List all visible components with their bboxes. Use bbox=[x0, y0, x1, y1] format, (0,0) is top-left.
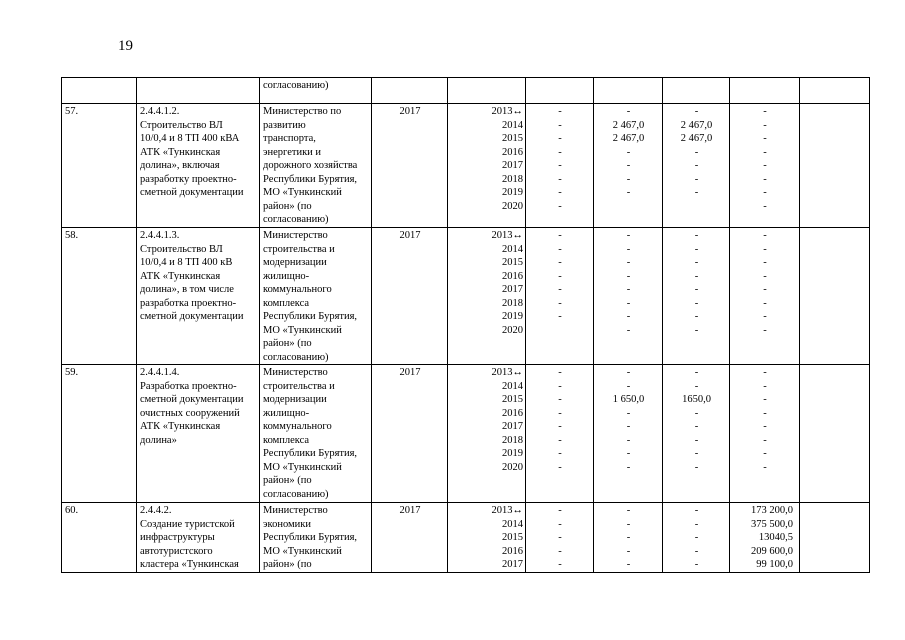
activity-cell-line: АТК «Тункинская bbox=[140, 270, 221, 282]
activity-cell-line: сметной документации bbox=[140, 311, 244, 322]
program-table bbox=[61, 77, 870, 573]
value-cell-1-line: - bbox=[558, 448, 562, 459]
years-cell-line: 2019 bbox=[502, 448, 523, 459]
executor-cell-line: дорожного хозяйства bbox=[263, 160, 358, 171]
executor-cell bbox=[260, 365, 372, 503]
value-cell-1-line: - bbox=[558, 545, 562, 557]
activity-cell-line: инфраструктуры bbox=[140, 532, 215, 543]
value-cell-4-line: - bbox=[763, 284, 767, 295]
executor-cell bbox=[260, 503, 372, 573]
activity-cell bbox=[137, 365, 260, 503]
value-cell-1 bbox=[526, 503, 594, 573]
activity-cell-line: 10/0,4 и 8 ТП 400 кВ bbox=[140, 257, 233, 268]
executor-cell-line: комплекса bbox=[263, 434, 310, 446]
empty-cell bbox=[800, 104, 870, 228]
executor-cell-line: коммунального bbox=[263, 284, 332, 295]
value-cell-1-line: - bbox=[558, 133, 562, 144]
value-cell-4-line: - bbox=[763, 297, 767, 309]
value-cell-4-line: - bbox=[763, 187, 767, 198]
value-cell-4-line: - bbox=[763, 324, 767, 336]
value-cell-4-line: - bbox=[763, 434, 767, 446]
executor-cell-line: Министерство bbox=[263, 230, 328, 241]
value-cell-2 bbox=[594, 104, 663, 228]
years-cell-line: 2013↔ bbox=[491, 505, 523, 516]
value-cell-4 bbox=[730, 228, 800, 365]
value-cell-2-line: - bbox=[626, 505, 631, 516]
page-number: 19 bbox=[118, 38, 133, 54]
executor-cell bbox=[260, 104, 372, 228]
value-cell-4-line: 375 500,0 bbox=[751, 518, 793, 530]
value-cell-3-line bbox=[666, 200, 727, 214]
value-cell-4 bbox=[730, 365, 800, 503]
executor-cell-line: МО «Тункинский bbox=[263, 545, 342, 557]
value-cell-4-line: - bbox=[763, 119, 767, 131]
value-cell-2-line: - bbox=[626, 311, 631, 322]
row-number: 57. bbox=[62, 104, 137, 228]
years-cell-line: 2016 bbox=[502, 407, 523, 419]
years-cell-line: 2018 bbox=[502, 434, 523, 446]
executor-cell-line: Республики Бурятия, bbox=[263, 311, 358, 322]
value-cell-1-line: - bbox=[558, 146, 562, 158]
value-cell-1-line: - bbox=[558, 187, 562, 198]
value-cell-2-line: - bbox=[626, 407, 631, 419]
value-cell-1-line: - bbox=[558, 407, 562, 419]
value-cell-3 bbox=[663, 228, 730, 365]
empty-cell bbox=[800, 503, 870, 573]
years-cell-line: 2016 bbox=[502, 270, 523, 282]
value-cell-1-line: - bbox=[558, 297, 562, 309]
value-cell-1-line: - bbox=[558, 257, 562, 268]
value-cell-4-line: - bbox=[763, 173, 767, 185]
activity-cell-line: долина», в том числе bbox=[140, 284, 234, 295]
activity-cell-line: долина», включая bbox=[140, 160, 220, 171]
value-cell-3-line: - bbox=[694, 448, 699, 459]
row-number: 60. bbox=[62, 503, 137, 573]
executor-cell-line: модернизации bbox=[263, 257, 327, 268]
value-cell-4 bbox=[730, 503, 800, 573]
value-cell-3-line: - bbox=[694, 243, 699, 255]
executor-cell-line: МО «Тункинский bbox=[263, 461, 342, 473]
value-cell-1-line: - bbox=[558, 200, 562, 212]
activity-cell-line: 2.4.4.2. bbox=[140, 505, 172, 516]
years-cell-line: 2019 bbox=[502, 311, 523, 322]
years-cell-line: 2015 bbox=[502, 133, 523, 144]
years-cell-line: 2019 bbox=[502, 187, 523, 198]
table-row bbox=[62, 78, 870, 104]
empty-cell bbox=[800, 78, 870, 104]
value-cell-3-line: - bbox=[694, 367, 699, 378]
value-cell-1 bbox=[526, 228, 594, 365]
activity-cell-line: Строительство ВЛ bbox=[140, 119, 223, 131]
activity-cell-line: долина» bbox=[140, 434, 177, 446]
activity-cell-line: кластера «Тункинская bbox=[140, 559, 239, 570]
value-cell-1-line: - bbox=[558, 380, 562, 392]
value-cell-4-line: - bbox=[763, 380, 767, 392]
executor-cell-line: Республики Бурятия, bbox=[263, 448, 358, 459]
years-cell-line: 2014 bbox=[502, 518, 523, 530]
value-cell-3-line: 2 467,0 bbox=[680, 119, 713, 131]
value-cell-2-line bbox=[597, 200, 660, 214]
value-cell-3-line: - bbox=[694, 505, 699, 516]
years-cell-line: 2015 bbox=[502, 532, 523, 543]
value-cell-1 bbox=[526, 78, 594, 104]
value-cell-2 bbox=[594, 365, 663, 503]
years-cell-line: 2018 bbox=[502, 173, 523, 185]
value-cell-2-line: - bbox=[626, 421, 631, 432]
activity-cell-line: 10/0,4 и 8 ТП 400 кВА bbox=[140, 133, 240, 144]
value-cell-2-line: - bbox=[626, 532, 631, 543]
value-cell-3-line: - bbox=[694, 106, 699, 117]
table-row bbox=[62, 503, 870, 573]
value-cell-3 bbox=[663, 78, 730, 104]
value-cell-2-line: - bbox=[626, 380, 631, 392]
activity-cell-line: Строительство ВЛ bbox=[140, 243, 223, 255]
years-cell-line: 2017 bbox=[502, 284, 523, 295]
activity-cell-line: Разработка проектно- bbox=[140, 380, 237, 392]
executor-cell-line: экономики bbox=[263, 518, 311, 530]
years-cell bbox=[448, 365, 526, 503]
value-cell-4-line: - bbox=[763, 367, 767, 378]
row-number: 59. bbox=[62, 365, 137, 503]
executor-cell-line: развитию bbox=[263, 119, 306, 131]
executor-cell-line: согласованию) bbox=[263, 214, 329, 225]
value-cell-1-line bbox=[529, 324, 591, 338]
value-cell-2-line: - bbox=[626, 461, 631, 473]
value-cell-1 bbox=[526, 365, 594, 503]
value-cell-4-line: - bbox=[763, 200, 767, 212]
years-cell-line: 2013↔ bbox=[491, 106, 523, 117]
value-cell-2 bbox=[594, 78, 663, 104]
years-cell-line: 2020 bbox=[502, 461, 523, 473]
deadline-year: 2017 bbox=[372, 503, 448, 573]
years-cell-line: 2020 bbox=[502, 324, 523, 336]
years-cell-line: 2014 bbox=[502, 380, 523, 392]
years-cell bbox=[448, 228, 526, 365]
value-cell-2-line: - bbox=[626, 448, 631, 459]
value-cell-3-line: - bbox=[694, 257, 699, 268]
value-cell-1-line: - bbox=[558, 106, 562, 117]
executor-cell-line: модернизации bbox=[263, 394, 327, 405]
activity-cell bbox=[137, 104, 260, 228]
value-cell-3-line: - bbox=[694, 311, 699, 322]
value-cell-1-line: - bbox=[558, 311, 562, 322]
executor-cell-line: согласованию) bbox=[263, 488, 329, 500]
years-cell bbox=[448, 104, 526, 228]
empty-cell bbox=[800, 228, 870, 365]
value-cell-2-line: 2 467,0 bbox=[612, 119, 645, 131]
years-cell bbox=[448, 503, 526, 573]
executor-cell-line: район» (по bbox=[263, 559, 312, 570]
value-cell-3 bbox=[663, 503, 730, 573]
executor-cell-line: Министерство bbox=[263, 367, 328, 378]
value-cell-3 bbox=[663, 365, 730, 503]
value-cell-2-line: - bbox=[626, 173, 631, 185]
value-cell-2 bbox=[594, 228, 663, 365]
value-cell-4-line: - bbox=[763, 230, 767, 241]
value-cell-4-line: 173 200,0 bbox=[751, 505, 793, 516]
activity-cell-line: разработку проектно- bbox=[140, 173, 237, 185]
years-cell-line: 2015 bbox=[502, 394, 523, 405]
table-row bbox=[62, 228, 870, 365]
executor-cell-line: строительства и bbox=[263, 380, 335, 392]
activity-cell-line: автотуристского bbox=[140, 545, 213, 557]
years-cell-line: 2014 bbox=[502, 243, 523, 255]
activity-cell-line: 2.4.4.1.3. bbox=[140, 230, 180, 241]
value-cell-4-line: - bbox=[763, 407, 767, 419]
value-cell-2-line: - bbox=[626, 187, 631, 198]
years-cell-line: 2013↔ bbox=[491, 230, 523, 241]
value-cell-2-line: - bbox=[626, 284, 631, 295]
value-cell-2-line: - bbox=[626, 559, 631, 570]
activity-cell-line: Создание туристской bbox=[140, 518, 235, 530]
value-cell-3-line: 1650,0 bbox=[682, 394, 711, 405]
value-cell-2 bbox=[594, 503, 663, 573]
executor-cell-line: транспорта, bbox=[263, 133, 316, 144]
row-number bbox=[62, 78, 137, 104]
value-cell-2-line: - bbox=[626, 518, 631, 530]
empty-cell bbox=[800, 365, 870, 503]
activity-cell-line: 2.4.4.1.4. bbox=[140, 367, 180, 378]
executor-cell-line: энергетики и bbox=[263, 146, 322, 158]
executor-cell-line: Республики Бурятия, bbox=[263, 532, 358, 543]
row-number: 58. bbox=[62, 228, 137, 365]
value-cell-4-line: - bbox=[763, 394, 767, 405]
value-cell-2-line: - bbox=[626, 160, 631, 171]
executor-cell-line: коммунального bbox=[263, 421, 332, 432]
deadline-year: 2017 bbox=[372, 104, 448, 228]
value-cell-2-line: 2 467,0 bbox=[612, 133, 645, 144]
years-cell bbox=[448, 78, 526, 104]
activity-cell-line: сметной документации bbox=[140, 187, 244, 198]
years-cell-line: 2020 bbox=[502, 200, 523, 212]
value-cell-2-line: - bbox=[626, 270, 631, 282]
value-cell-1-line: - bbox=[558, 461, 562, 473]
value-cell-1-line: - bbox=[558, 394, 562, 405]
value-cell-2-line: - bbox=[626, 297, 631, 309]
value-cell-2-line: - bbox=[626, 257, 631, 268]
value-cell-4-line: - bbox=[763, 257, 767, 268]
value-cell-4 bbox=[730, 104, 800, 228]
activity-cell-line: очистных сооружений bbox=[140, 407, 240, 419]
value-cell-2-line: - bbox=[626, 324, 631, 336]
executor-cell-line: Республики Бурятия, bbox=[263, 173, 358, 185]
activity-cell-line: разработка проектно- bbox=[140, 297, 237, 309]
value-cell-1-line: - bbox=[558, 173, 562, 185]
activity-cell bbox=[137, 228, 260, 365]
value-cell-4-line: - bbox=[763, 133, 767, 144]
value-cell-1-line: - bbox=[558, 559, 562, 570]
value-cell-4 bbox=[730, 78, 800, 104]
value-cell-3-line: - bbox=[694, 380, 699, 392]
value-cell-3-line: - bbox=[694, 545, 699, 557]
executor-cell-line: Министерство по bbox=[263, 106, 342, 117]
value-cell-3-line: - bbox=[694, 173, 699, 185]
value-cell-3-line: - bbox=[694, 270, 699, 282]
value-cell-3-line: - bbox=[694, 230, 699, 241]
value-cell-3-line: - bbox=[694, 407, 699, 419]
value-cell-3-line: - bbox=[694, 284, 699, 295]
years-cell-line: 2015 bbox=[502, 257, 523, 268]
activity-cell-line: сметной документации bbox=[140, 394, 244, 405]
value-cell-4-line: - bbox=[763, 243, 767, 255]
years-cell-line: 2017 bbox=[502, 160, 523, 171]
value-cell-3-line: - bbox=[694, 146, 699, 158]
executor-cell-line: МО «Тункинский bbox=[263, 187, 342, 198]
value-cell-3-line: 2 467,0 bbox=[680, 133, 713, 144]
value-cell-1-line: - bbox=[558, 119, 562, 131]
value-cell-1-line: - bbox=[558, 243, 562, 255]
value-cell-4-line: - bbox=[763, 461, 767, 473]
value-cell-4-line: - bbox=[763, 106, 767, 117]
executor-cell-line: район» (по bbox=[263, 200, 312, 212]
value-cell-1-line: - bbox=[558, 518, 562, 530]
activity-cell bbox=[137, 78, 260, 104]
value-cell-1-line: - bbox=[558, 532, 562, 543]
value-cell-2-line: - bbox=[626, 367, 631, 378]
executor-cell-line: МО «Тункинский bbox=[263, 324, 342, 336]
executor-cell-line: жилищно- bbox=[263, 270, 310, 282]
activity-cell-line: 2.4.4.1.2. bbox=[140, 106, 180, 117]
value-cell-2-line: - bbox=[626, 243, 631, 255]
value-cell-4-line: - bbox=[763, 270, 767, 282]
value-cell-4-line: 99 100,0 bbox=[756, 559, 793, 570]
executor-cell-line: жилищно- bbox=[263, 407, 310, 419]
executor-cell-line: строительства и bbox=[263, 243, 335, 255]
deadline-year: 2017 bbox=[372, 365, 448, 503]
value-cell-2-line: - bbox=[626, 230, 631, 241]
value-cell-1 bbox=[526, 104, 594, 228]
executor-cell bbox=[260, 228, 372, 365]
value-cell-3-line: - bbox=[694, 434, 699, 446]
years-cell-line: 2013↔ bbox=[491, 367, 523, 378]
value-cell-2-line: - bbox=[626, 146, 631, 158]
years-cell-line: 2018 bbox=[502, 297, 523, 309]
value-cell-2-line: - bbox=[626, 106, 631, 117]
executor-cell-line: согласованию) bbox=[263, 80, 329, 91]
years-cell-line: 2017 bbox=[502, 559, 523, 570]
years-cell-line: 2016 bbox=[502, 146, 523, 158]
executor-cell-line: Министерство bbox=[263, 505, 328, 516]
value-cell-4-line: - bbox=[763, 160, 767, 171]
value-cell-1-line: - bbox=[558, 160, 562, 171]
deadline-year bbox=[372, 78, 448, 104]
value-cell-1-line: - bbox=[558, 230, 562, 241]
executor-cell-line: согласованию) bbox=[263, 351, 329, 363]
value-cell-4-line: - bbox=[763, 448, 767, 459]
value-cell-4-line: - bbox=[763, 421, 767, 432]
value-cell-2-line: 1 650,0 bbox=[612, 394, 645, 405]
years-cell-line: 2014 bbox=[502, 119, 523, 131]
value-cell-3 bbox=[663, 104, 730, 228]
activity-cell-line: АТК «Тункинская bbox=[140, 421, 221, 432]
value-cell-3-line: - bbox=[694, 324, 699, 336]
value-cell-3-line: - bbox=[694, 187, 699, 198]
activity-cell bbox=[137, 503, 260, 573]
value-cell-4-line: 209 600,0 bbox=[751, 545, 793, 557]
table-row bbox=[62, 104, 870, 228]
value-cell-3-line: - bbox=[694, 297, 699, 309]
activity-cell-line: АТК «Тункинская bbox=[140, 146, 221, 158]
value-cell-1-line: - bbox=[558, 421, 562, 432]
value-cell-3-line: - bbox=[694, 559, 699, 570]
value-cell-3-line: - bbox=[694, 461, 699, 473]
executor-cell bbox=[260, 78, 372, 104]
value-cell-3-line: - bbox=[694, 532, 699, 543]
years-cell-line: 2016 bbox=[502, 545, 523, 557]
value-cell-1-line: - bbox=[558, 270, 562, 282]
value-cell-1-line: - bbox=[558, 284, 562, 295]
value-cell-1-line: - bbox=[558, 434, 562, 446]
executor-cell-line: комплекса bbox=[263, 297, 310, 309]
value-cell-3-line: - bbox=[694, 160, 699, 171]
value-cell-1-line: - bbox=[558, 367, 562, 378]
table-row bbox=[62, 365, 870, 503]
value-cell-4-line: 13040,5 bbox=[758, 532, 793, 543]
value-cell-4-line: - bbox=[763, 146, 767, 158]
value-cell-2-line: - bbox=[626, 434, 631, 446]
executor-cell-line: район» (по bbox=[263, 475, 312, 486]
deadline-year: 2017 bbox=[372, 228, 448, 365]
years-cell-line: 2017 bbox=[502, 421, 523, 432]
executor-cell-line: район» (по bbox=[263, 338, 312, 349]
value-cell-3-line: - bbox=[694, 421, 699, 432]
value-cell-4-line: - bbox=[763, 311, 767, 322]
value-cell-1-line: - bbox=[558, 505, 562, 516]
value-cell-2-line: - bbox=[626, 545, 631, 557]
value-cell-3-line: - bbox=[694, 518, 699, 530]
